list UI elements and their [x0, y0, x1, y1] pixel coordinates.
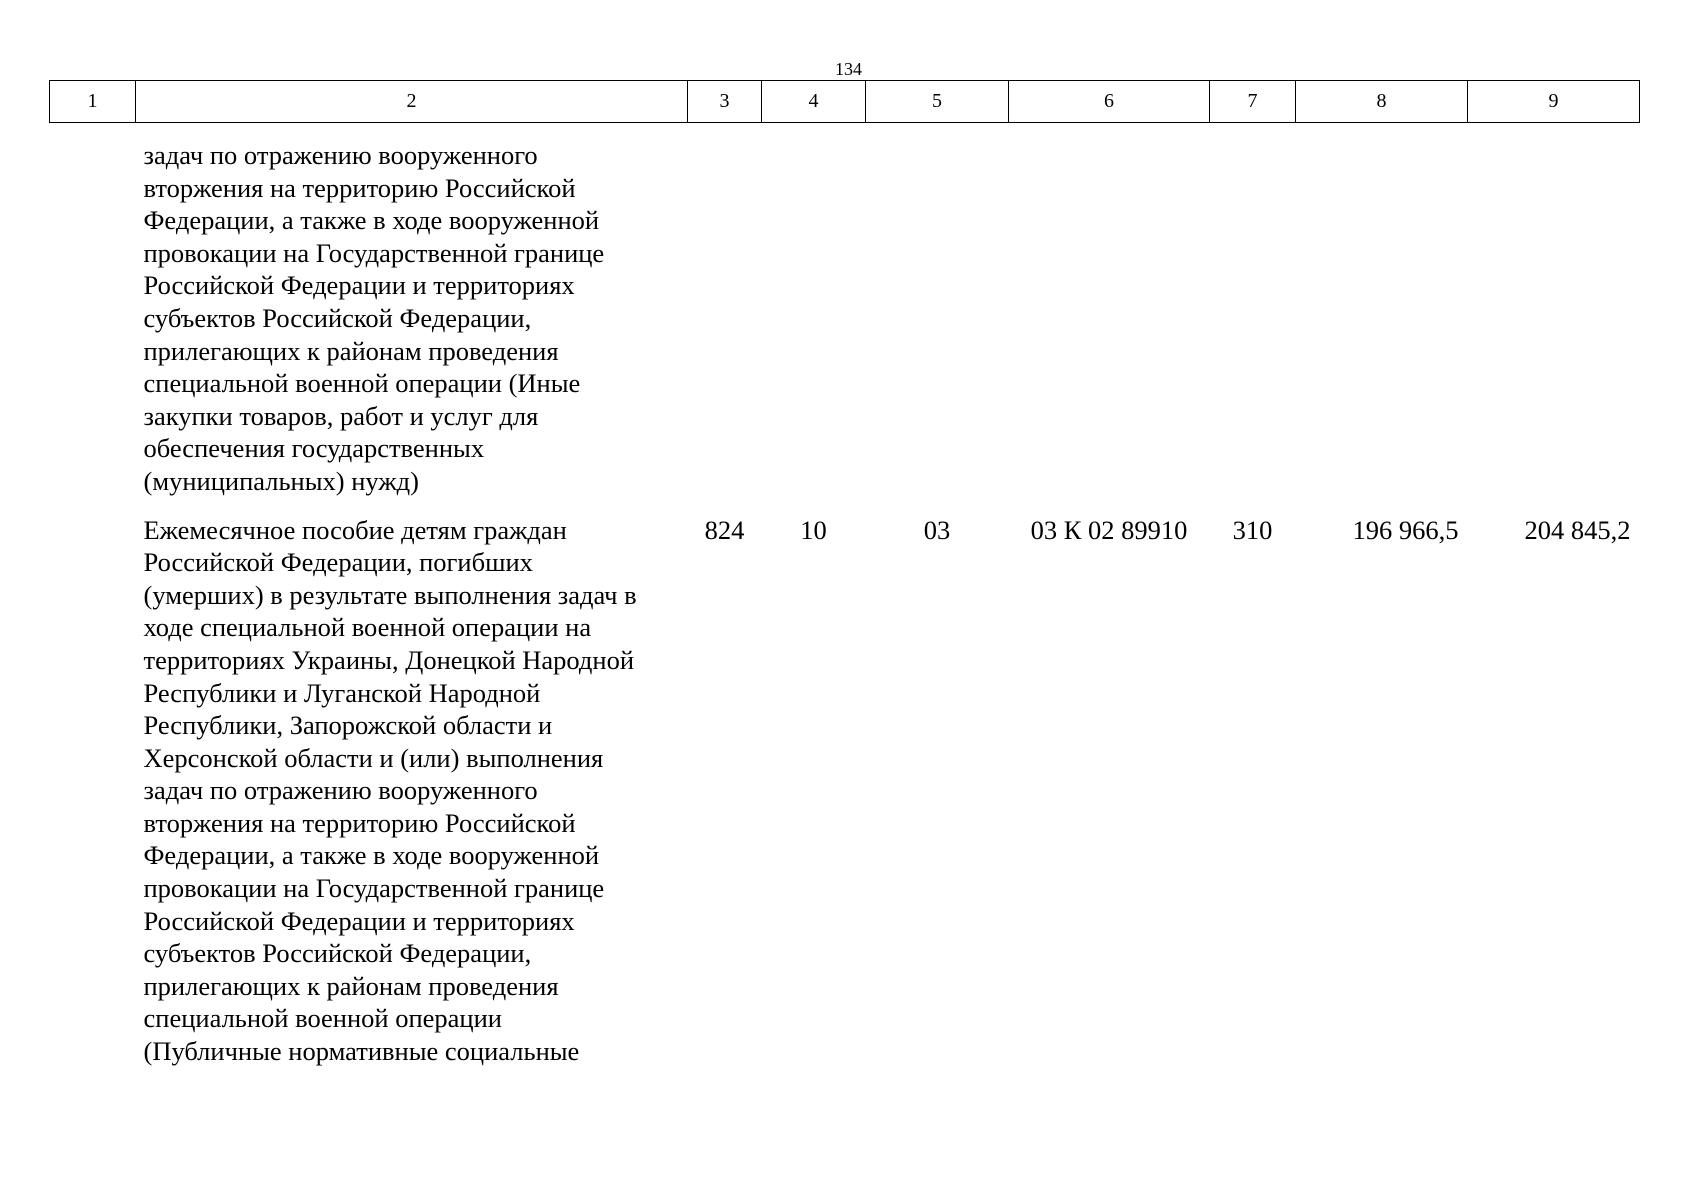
description-line: (умерших) в результате выполнения задач в	[143, 579, 637, 610]
cell-col-4: 10	[800, 514, 827, 545]
description-line: Федерации, а также в ходе вооруженной	[143, 205, 600, 236]
description-line: территориях Украины, Донецкой Народной	[143, 644, 635, 675]
description-line: ходе специальной военной операции на	[143, 612, 592, 643]
cell-col-6	[1009, 123, 1210, 498]
description-line: вторжения на территорию Российской	[143, 807, 576, 838]
description-line: провокации на Государственной границе	[143, 873, 605, 904]
description-line: задач по отражению вооруженного	[143, 140, 538, 170]
description-line: Российской Федерации и территориях	[143, 905, 575, 936]
description-line: Российской Федерации и территориях	[143, 270, 575, 301]
header-col-1: 1	[50, 81, 136, 123]
description-line: (Публичные нормативные социальные	[143, 1036, 580, 1067]
table-header-row	[50, 81, 1640, 123]
page-number: 134	[835, 59, 862, 79]
description-line: Республики и Луганской Народной	[143, 677, 541, 708]
cell-col-8	[1296, 123, 1468, 498]
cell-col-1	[50, 498, 136, 1068]
description-line: вторжения на территорию Российской	[143, 172, 576, 203]
header-col-7: 7	[1210, 81, 1296, 123]
budget-table	[49, 80, 1640, 1068]
description-line: Федерации, а также в ходе вооруженной	[143, 840, 600, 871]
description-line: закупки товаров, работ и услуг для	[143, 400, 539, 431]
description-line: субъектов Российской Федерации,	[143, 302, 532, 333]
row-description	[136, 498, 688, 1068]
description-line: задач по отражению вооруженного	[143, 775, 538, 806]
description-line: прилегающих к районам проведения	[143, 970, 559, 1001]
description-line: обеспечения государственных	[143, 433, 485, 464]
cell-col-6: 03 К 02 89910	[1030, 514, 1188, 545]
cell-col-1	[50, 123, 136, 498]
cell-col-5: 03	[923, 514, 951, 545]
header-col-9: 9	[1468, 81, 1640, 123]
description-line: провокации на Государственной границе	[143, 237, 605, 268]
description-line: (муниципальных) нужд)	[143, 465, 419, 496]
cell-col-7	[1210, 123, 1296, 498]
cell-col-4	[762, 123, 866, 498]
header-col-3: 3	[688, 81, 762, 123]
table-row	[50, 498, 1640, 1068]
description-line: Республики, Запорожской области и	[143, 710, 553, 741]
row-description	[136, 123, 688, 498]
description-line: Херсонской области и (или) выполнения	[143, 742, 604, 773]
cell-col-3	[688, 123, 762, 498]
description-line: специальной военной операции (Иные	[143, 368, 581, 399]
header-col-8: 8	[1296, 81, 1468, 123]
description-line: субъектов Российской Федерации,	[143, 938, 532, 969]
description-line: Российской Федерации, погибших	[143, 547, 533, 578]
header-col-6: 6	[1009, 81, 1210, 123]
cell-col-9: 204 845,2	[1524, 514, 1631, 545]
cell-col-8: 196 966,5	[1352, 514, 1459, 545]
table-row	[50, 123, 1640, 498]
description-line: прилегающих к районам проведения	[143, 335, 559, 366]
cell-col-7: 310	[1232, 514, 1273, 545]
cell-col-3: 824	[704, 514, 745, 545]
description-line: Ежемесячное пособие детям граждан	[143, 514, 567, 545]
cell-col-9	[1468, 123, 1640, 498]
header-col-4: 4	[762, 81, 866, 123]
cell-col-5	[866, 123, 1009, 498]
header-col-2: 2	[136, 81, 688, 123]
header-col-5: 5	[866, 81, 1009, 123]
description-line: специальной военной операции	[143, 1003, 502, 1034]
